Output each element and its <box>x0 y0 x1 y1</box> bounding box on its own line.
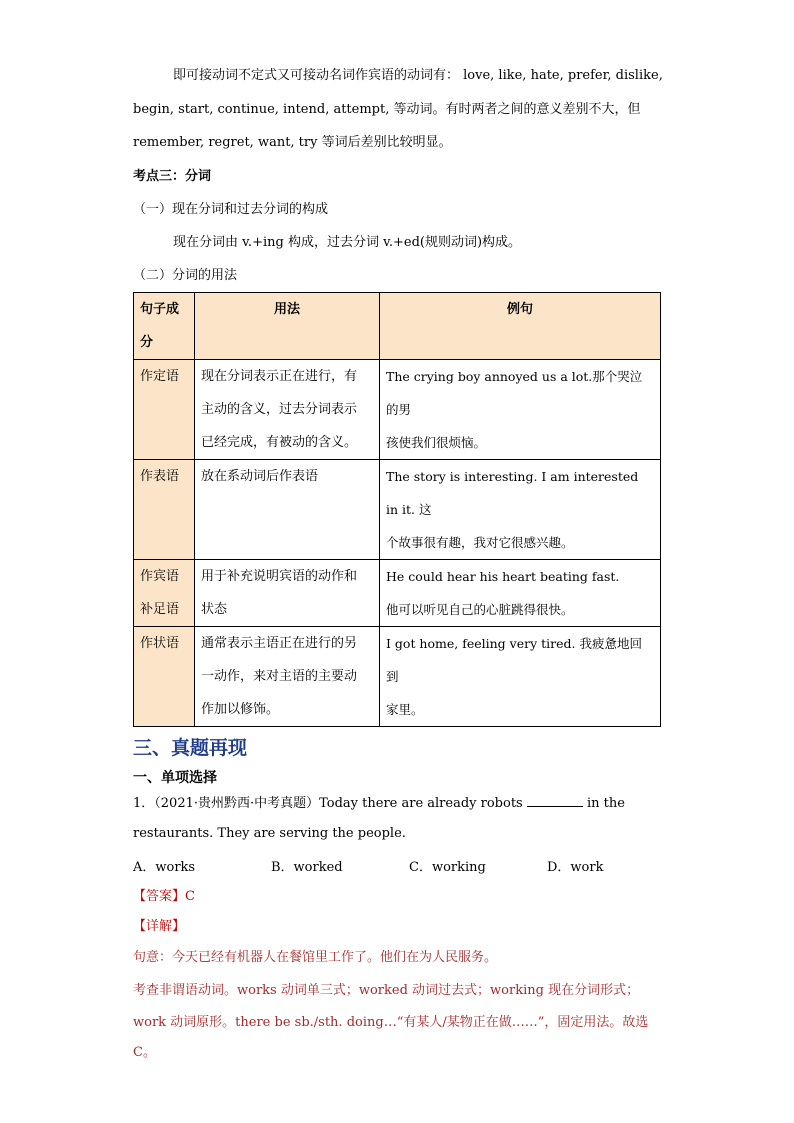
answer-label: 【答案】C <box>133 889 195 904</box>
formation-text: 现在分词由 v.+ing 构成，过去分词 v.+ed(规则动词)构成。 <box>173 235 522 250</box>
example-cell: He could hear his heart beating fast. 他可以听见自己的心脏跳得很快。 <box>380 560 661 627</box>
detail-line: 考查非谓语动词。works 动词单三式；worked 动词过去式；working 现在分词形式； <box>133 983 640 998</box>
table-row <box>134 627 661 727</box>
header-role-text: 句子成分 <box>140 302 180 350</box>
detail-line: work 动词原形。there be sb./sth. doing…“有某人/某物正在做……”，固定用法。故选 <box>133 1015 649 1030</box>
question-stem: 1．（2021·贵州黔西·中考真题）Today there are already robots in the <box>133 796 625 811</box>
kaodian-title: 考点三：分词 <box>133 169 212 184</box>
usage-cell: 放在系动词后作表语 <box>195 460 380 560</box>
table-row <box>134 560 661 627</box>
answer-blank <box>527 794 583 807</box>
role-cell: 作宾语 补足语 <box>134 560 195 627</box>
example-cell: The story is interesting. I am interested in it. 这 个故事很有趣，我对它很感兴趣。 <box>380 460 661 560</box>
table-header-row <box>134 293 661 360</box>
intro-line-3: remember, regret, want, try 等词后差别比较明显。 <box>133 135 452 150</box>
question-stem-line2: restaurants. They are serving the people. <box>133 826 406 841</box>
header-usage: 用法 <box>195 293 380 360</box>
detail-label: 【详解】 <box>133 919 186 934</box>
option-a: A．works <box>133 860 196 875</box>
header-example: 例句 <box>380 293 661 360</box>
subheading-1: （一）现在分词和过去分词的构成 <box>133 202 329 217</box>
usage-cell: 通常表示主语正在进行的另 一动作，来对主语的主要动 作加以修饰。 <box>195 627 380 727</box>
role-cell: 作状语 <box>134 627 195 727</box>
option-b: B．worked <box>271 860 343 875</box>
header-role <box>134 293 195 360</box>
intro-line-2: begin, start, continue, intend, attempt, 等动词。有时两者之间的意义差别不大，但 <box>133 102 641 117</box>
detail-line: 句意：今天已经有机器人在餐馆里工作了。他们在为人民服务。 <box>133 950 498 965</box>
section-title: 三、真题再现 <box>133 737 248 759</box>
participle-usage-table <box>133 292 661 727</box>
subheading-2: （二）分词的用法 <box>133 268 238 283</box>
example-cell: I got home, feeling very tired. 我疲惫地回到 家里。 <box>380 627 661 727</box>
usage-cell: 现在分词表示正在进行，有 主动的含义，过去分词表示 已经完成，有被动的含义。 <box>195 360 380 460</box>
option-d: D．work <box>547 860 604 875</box>
table-row <box>134 460 661 560</box>
option-c: C．working <box>409 860 486 875</box>
intro-line-1: 即可接动词不定式又可接动名词作宾语的动词有： love, like, hate, prefer, dislike, <box>173 68 663 83</box>
detail-line: C。 <box>133 1045 156 1060</box>
role-cell: 作定语 <box>134 360 195 460</box>
role-cell: 作表语 <box>134 460 195 560</box>
usage-cell: 用于补充说明宾语的动作和 状态 <box>195 560 380 627</box>
table-row <box>134 360 661 460</box>
example-cell: The crying boy annoyed us a lot.那个哭泣的男 孩使我们很烦恼。 <box>380 360 661 460</box>
section-subtitle: 一、单项选择 <box>133 770 217 786</box>
